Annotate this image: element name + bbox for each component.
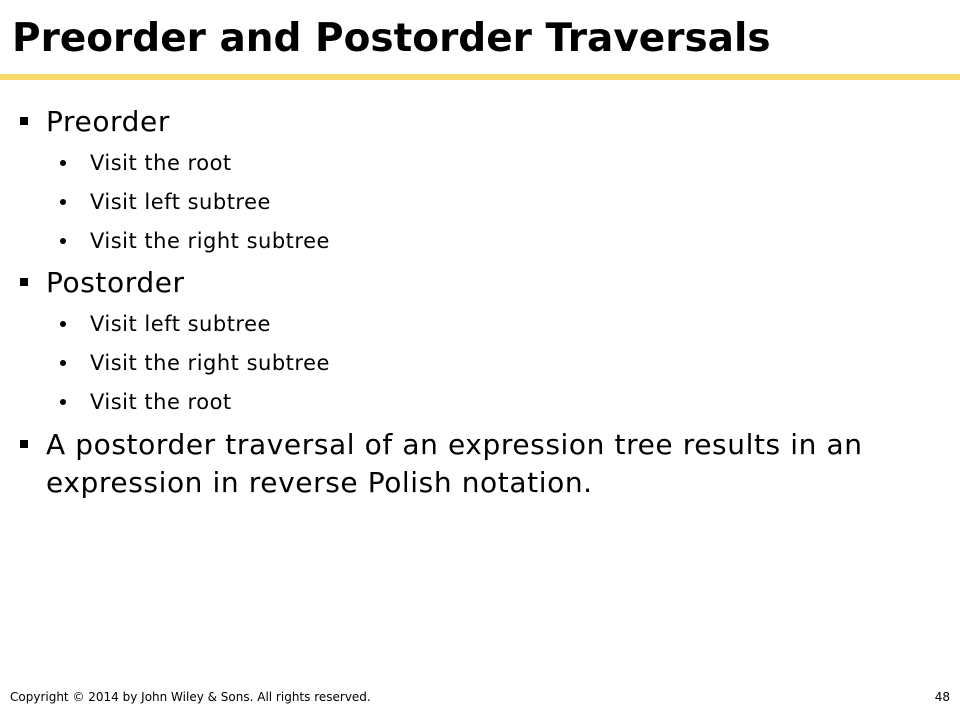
sub-bullet-text: Visit the root	[90, 390, 232, 414]
sub-bullet	[60, 348, 860, 378]
bullet-postorder	[20, 264, 920, 302]
sub-bullet	[60, 309, 860, 339]
sub-bullet-text: Visit the root	[90, 151, 232, 175]
bullet-text: A postorder traversal of an expression tree results in an expression in reverse Polish notation.	[46, 428, 863, 499]
sub-bullet	[60, 226, 860, 256]
round-bullet-icon	[60, 321, 66, 327]
round-bullet-icon	[60, 160, 66, 166]
square-bullet-icon	[20, 278, 28, 286]
round-bullet-icon	[60, 360, 66, 366]
sub-bullet	[60, 387, 860, 417]
round-bullet-icon	[60, 199, 66, 205]
sub-bullet-text: Visit left subtree	[90, 312, 271, 336]
round-bullet-icon	[60, 238, 66, 244]
bullet-text: Preorder	[46, 105, 170, 138]
footer-copyright: Copyright © 2014 by John Wiley & Sons. All rights reserved.	[10, 690, 371, 704]
round-bullet-icon	[60, 399, 66, 405]
slide-title: Preorder and Postorder Traversals	[12, 16, 771, 61]
sub-bullet-text: Visit the right subtree	[90, 229, 330, 253]
sub-bullet	[60, 187, 860, 217]
page-number: 48	[934, 690, 950, 704]
sub-bullet	[60, 148, 860, 178]
sub-bullet-text: Visit left subtree	[90, 190, 271, 214]
bullet-preorder	[20, 103, 920, 141]
sub-bullet-text: Visit the right subtree	[90, 351, 330, 375]
bullet-postorder-note	[20, 426, 920, 502]
title-underline	[0, 74, 960, 80]
square-bullet-icon	[20, 117, 28, 125]
bullet-text: Postorder	[46, 266, 185, 299]
square-bullet-icon	[20, 440, 28, 448]
